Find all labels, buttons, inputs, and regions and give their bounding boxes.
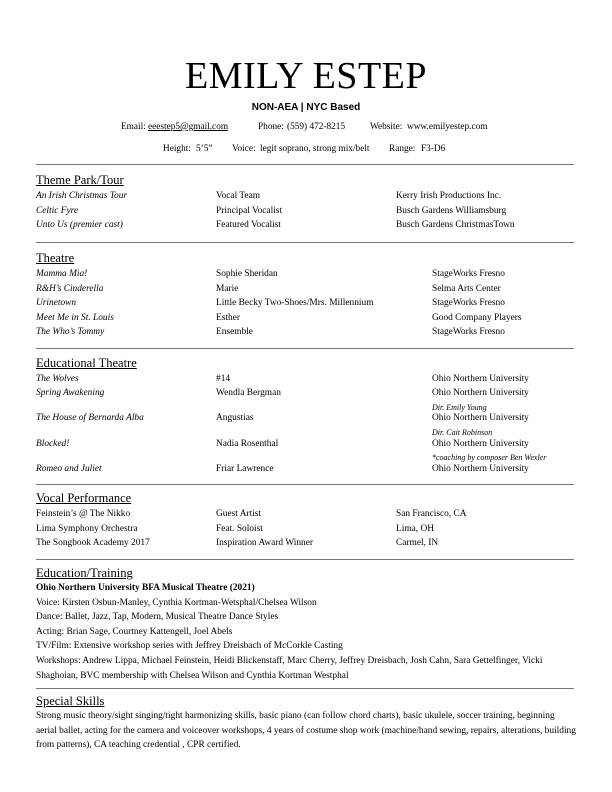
company: Busch Gardens ChristmasTown [396,220,515,230]
training-acting: Acting: Brian Sage, Courtney Kattengell, Joel Abels [36,626,233,637]
role: Vocal Team [216,191,261,201]
show-title: The Who’s Tommy [36,327,105,337]
credit-row [0,206,612,220]
company: Busch Gardens Williamsburg [396,205,507,216]
voice-value: legit soprano, strong mix/belt [260,144,370,154]
credit-row [0,298,612,312]
union-status: NON-AEA | NYC Based [251,102,361,113]
company: StageWorks Fresno [432,298,505,308]
company: Good Company Players [432,312,522,323]
company: Kerry Irish Productions Inc. [396,191,502,201]
credit-row [0,374,612,388]
role: Marie [216,283,239,294]
credit-row [0,191,612,205]
role: Little Becky Two-Shoes/Mrs. Millennium [216,298,374,308]
credit-row [0,538,612,552]
role: Nadia Rosenthal [216,438,279,449]
website-label: Website: [370,122,403,132]
divider [36,688,574,689]
role: Friar Lawrence [216,463,274,474]
credit-row [0,269,612,283]
credit-row [0,284,612,298]
credit-row [0,313,612,327]
credit-row [0,509,612,523]
venue: Lima Symphony Orchestra [36,523,138,534]
credit-row [0,439,612,453]
height-label: Height: [163,144,191,154]
role: Wendla Bergman [216,388,281,398]
venue: The Songbook Academy 2017 [36,538,150,548]
company: StageWorks Fresno [432,327,505,337]
coaching-note: *coaching by composer Ben Wexler [432,453,547,462]
divider [36,164,574,165]
section-heading-special-skills: Special Skills [36,694,105,708]
divider [36,348,574,349]
role: Angustias [216,413,254,423]
credit-row [0,220,612,234]
phone-label: Phone: [258,122,284,132]
resume-name: EMILY ESTEP [185,55,427,97]
training-workshops: Workshops: Andrew Lippa, Michael Feinstein, Heidi Blickenstaff, Marc Cherry, Jeffrey Dreisbach, Josh Cahn, Sara Gettelfinger, Vicki Shaghoian, BVC membership with Chelsea Wilson and Cynthia Kortman Westphal [36,655,543,681]
section-heading-vocal-performance: Vocal Performance [36,491,132,505]
location: Carmel, IN [396,538,439,548]
website-link[interactable]: www.emilyestep.com [407,122,488,132]
section-heading-theatre: Theatre [36,251,75,265]
company: Ohio Northern University [432,463,529,474]
role: Inspiration Award Winner [216,538,314,548]
role: Ensemble [216,327,253,337]
role: Sophie Sheridan [216,269,278,279]
show-title: Blocked! [36,438,70,449]
company: Ohio Northern University [432,438,529,449]
divider [36,559,574,560]
show-title: An Irish Christmas Tour [36,191,128,201]
credit-row [0,464,612,478]
venue: Feinstein’s @ The Nikko [36,509,131,519]
show-title: Urinetown [36,298,77,308]
role: Esther [216,312,240,323]
credit-row [0,327,612,341]
credit-row [0,524,612,538]
show-title: Meet Me in St. Louis [36,312,114,323]
company: Selma Arts Center [432,283,501,294]
training-voice: Voice: Kirsten Osbun-Manley, Cynthia Kortman-Wetsphal/Chelsea Wilson [36,597,317,608]
training-tv-film: TV/Film: Extensive workshop series with Jeffrey Dreisbach of McCorkle Casting [36,641,343,652]
role: Feat. Soloist [216,523,263,534]
location: San Francisco, CA [396,509,467,519]
section-heading-educational-theatre: Educational Theatre [36,356,137,370]
show-title: Unto Us (premier cast) [36,220,123,230]
show-title: Mamma Mia! [36,269,88,279]
show-title: Romeo and Juliet [36,463,102,474]
height-value: 5’5” [196,144,213,154]
education-block [36,581,576,683]
role: Principal Vocalist [216,205,283,216]
voice-label: Voice: [232,144,256,154]
director-note: Dir. Cait Robinson [432,428,493,437]
show-title: The Wolves [36,374,79,384]
email-link[interactable]: eeestep5@gmail.com [148,122,229,132]
credit-row [0,388,612,402]
company: Ohio Northern University [432,374,529,384]
degree: Ohio Northern University BFA Musical Theatre (2021) [36,583,255,593]
company: Ohio Northern University [432,413,529,423]
phone-number: (559) 472-8215 [287,122,346,132]
section-heading-theme-park: Theme Park/Tour [36,173,124,187]
credit-row [0,413,612,427]
director-note: Dir. Emily Young [432,403,487,412]
company: StageWorks Fresno [432,269,505,279]
show-title: The House of Bernarda Alba [36,413,144,423]
email-label: Email: [121,122,146,132]
show-title: R&H’s Cinderella [36,283,104,294]
location: Lima, OH [396,523,435,534]
range-value: F3-D6 [421,144,446,154]
special-skills-text: Strong music theory/sight singing/tight harmonizing skills, basic piano (can follow chord charts), basic ukulele, soccer training, beginning aerial ballet, acting for the camera and voiceover workshops, 4 years of costume shop work (machine/hand sewing, repairs, alterations, building from patterns), CA teaching credential , CPR certified. [36,711,576,751]
divider [36,242,574,243]
company: Ohio Northern University [432,388,529,398]
range-label: Range: [389,144,416,154]
role: Featured Vocalist [216,220,282,230]
training-dance: Dance: Ballet, Jazz, Tap, Modern, Musical Theatre Dance Styles [36,612,279,623]
show-title: Celtic Fyre [36,205,79,216]
section-heading-education: Education/Training [36,566,133,580]
show-title: Spring Awakening [36,388,105,398]
role: #14 [216,374,231,384]
role: Guest Artist [216,509,262,519]
divider [36,484,574,485]
